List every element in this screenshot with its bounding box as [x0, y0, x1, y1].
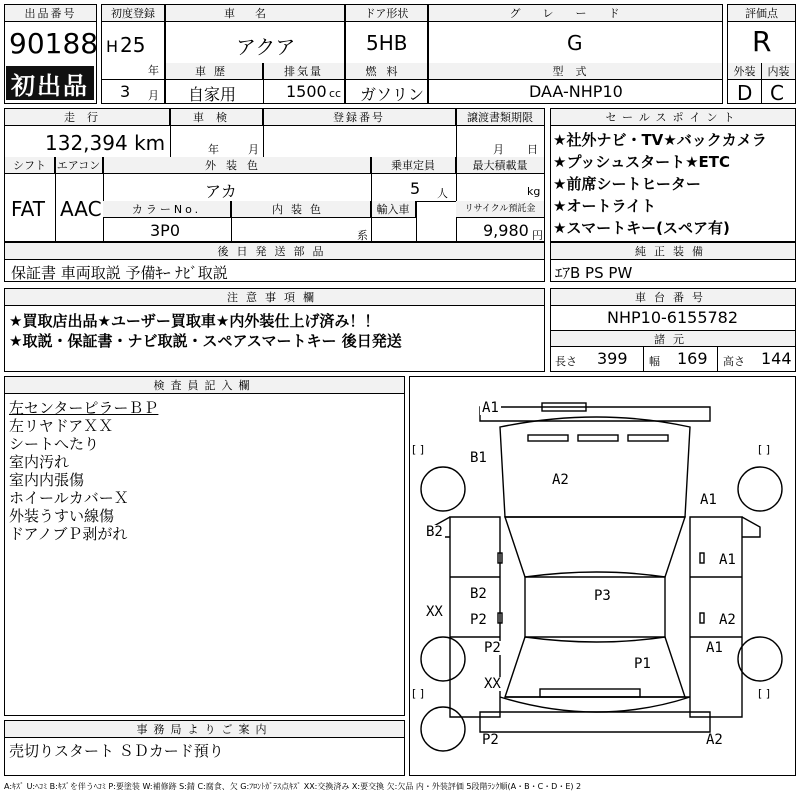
- max-load-unit: kg: [527, 185, 541, 198]
- equipment-box: [550, 242, 796, 282]
- sales-points-label: セールスポイント: [551, 109, 795, 126]
- width-label: 幅: [649, 355, 660, 368]
- equipment-value: ｴｱB PS PW: [555, 264, 633, 282]
- fuel: ガソリン: [360, 85, 425, 104]
- bracket-mark: [ ]: [412, 687, 425, 700]
- exterior-score-label: 外装: [728, 63, 761, 80]
- transfer-label: 譲渡書類期限: [456, 109, 544, 126]
- max-load-label: 最大積載量: [456, 157, 544, 174]
- inspector-line: 左センターピラーＢＰ: [9, 399, 159, 417]
- notes-line: ★買取店出品★ユーザー買取車★内外装仕上げ済み！！: [9, 312, 380, 330]
- import-label: 輸入車: [371, 201, 416, 218]
- recycle-label: リサイクル預託金: [456, 201, 544, 218]
- grade-box: [428, 4, 723, 104]
- interior-score: C: [770, 81, 784, 105]
- shift-label: シフト: [5, 157, 55, 174]
- score-box: [727, 4, 796, 104]
- transfer-month-unit: 月: [493, 143, 504, 156]
- inspector-line: 室内内張傷: [9, 471, 85, 489]
- first-registration-box: [101, 4, 165, 104]
- chassis-box: [550, 288, 796, 372]
- height: 144: [761, 349, 792, 368]
- inspector-label: 検査員記入欄: [5, 377, 404, 394]
- shift: FAT: [11, 197, 46, 221]
- car-diagram-box: [409, 376, 796, 776]
- grille-left: [528, 435, 568, 441]
- transfer-day-unit: 日: [527, 143, 538, 156]
- color-no-label: カラーNo.: [103, 201, 231, 218]
- inspector-box: [4, 376, 405, 716]
- mileage: 132,394 km: [45, 131, 166, 155]
- sales-points-box: [550, 108, 796, 242]
- ac: AAC: [60, 197, 102, 221]
- history: 自家用: [188, 85, 237, 104]
- hood-outline: [500, 417, 690, 517]
- door-box: [345, 4, 428, 104]
- first-listing-text: 初出品: [11, 71, 89, 100]
- mark-rear-a2: A2: [706, 732, 723, 748]
- front-left-wheel: [421, 467, 465, 511]
- later-parts-box: [4, 242, 545, 282]
- color-no: 3P0: [150, 221, 181, 240]
- office-value: 売切りスタート ＳＤカード預り: [9, 742, 224, 760]
- grille-center: [578, 435, 618, 441]
- mark-left-rear-door-xx: XX: [426, 604, 443, 620]
- car-name: アクア: [236, 35, 296, 59]
- mileage-label: 走行: [5, 109, 170, 126]
- inspector-line: 室内汚れ: [9, 453, 70, 471]
- lot-number-label: 出品番号: [5, 5, 96, 22]
- reg-year: 25: [120, 33, 146, 57]
- int-color-label: 内装色: [231, 201, 371, 218]
- rear-plate-outline: [540, 689, 640, 697]
- mark-left-pillar-b2: B2: [426, 524, 443, 540]
- height-label: 高さ: [723, 355, 745, 368]
- grille-right: [628, 435, 668, 441]
- inspector-line: 外装うすい線傷: [9, 507, 115, 525]
- bracket-mark: [ ]: [758, 687, 771, 700]
- mark-right-fender-a1: A1: [700, 492, 717, 508]
- grade-label: グレード: [429, 5, 722, 22]
- mark-trunk-p1: P1: [634, 656, 651, 672]
- chassis-number: NHP10-6155782: [607, 308, 739, 327]
- mark-left-quarter-p2: P2: [484, 640, 501, 656]
- lot-number: 90188: [9, 27, 99, 60]
- ext-color-label: 外装色: [103, 157, 371, 174]
- right-mirror: [742, 517, 760, 537]
- right-door-handle: [700, 553, 704, 563]
- score-label: 評価点: [728, 5, 795, 22]
- capacity: 5: [410, 179, 421, 198]
- notes-line: ★取説・保証書・ナビ取説・スペアスマートキー 後日発送: [9, 332, 402, 350]
- mark-right-quarter-a1: A1: [706, 640, 723, 656]
- mark-hood-a2: A2: [552, 472, 569, 488]
- door-label: ドア形状: [346, 5, 427, 22]
- model-label: 型式: [429, 63, 722, 80]
- mark-left-wheel-xx: XX: [484, 676, 501, 692]
- capacity-label: 乗車定員: [371, 157, 456, 174]
- sales-point-item: ★プッシュスタート★ETC: [553, 153, 731, 171]
- reg-number-label: 登録番号: [263, 109, 456, 126]
- inspector-line: ドアノブＰ剥がれ: [9, 525, 128, 543]
- reg-month: 3: [120, 82, 131, 101]
- car-name-box: [165, 4, 345, 104]
- era: H: [106, 37, 119, 56]
- mark-left-fender-b1: B1: [470, 450, 487, 466]
- later-parts-label: 後日発送部品: [5, 243, 544, 260]
- recycle-unit: 円: [532, 229, 543, 242]
- recycle-amount: 9,980: [483, 221, 529, 240]
- first-listing-badge: [6, 66, 94, 100]
- mark-right-rear-door-a2: A2: [719, 612, 736, 628]
- fuel-label: 燃料: [346, 63, 427, 80]
- front-bumper-outline: [480, 407, 710, 421]
- sales-point-item: ★スマートキー(スペア有): [553, 219, 730, 237]
- inspector-line: ホイールカバーＸ: [9, 489, 129, 507]
- model: DAA-NHP10: [529, 82, 623, 101]
- inspection-label: 車検: [170, 109, 263, 126]
- overall-score: R: [752, 25, 772, 58]
- rear-right-wheel: [738, 637, 782, 681]
- sales-point-item: ★オートライト: [553, 197, 656, 215]
- legend: A:ｷｽﾞ U:ﾍｺﾐ B:ｷｽﾞを伴うﾍｺﾐ P:要塗装 W:補修跡 S:錆 C:腐食、欠 G:ﾌﾛﾝﾄｶﾞﾗｽ点ｷｽﾞ XX:交換済み X:要交換 欠:欠品 内・外装評価 5段階ﾗﾝｸ順(A・B・C・D・E) 2: [4, 782, 582, 791]
- notes-label: 注意事項欄: [5, 289, 544, 306]
- exterior-score: D: [737, 81, 753, 105]
- width: 169: [677, 349, 708, 368]
- length-label: 長さ: [555, 355, 577, 368]
- mark-roof-p3: P3: [594, 588, 611, 604]
- mark-left-rear-door-b2: B2: [470, 586, 487, 602]
- later-parts-value: 保証書 車両取説 予備ｷｰ ﾅﾋﾞ取説: [11, 264, 228, 282]
- month-unit: 月: [148, 89, 159, 102]
- int-color-unit: 系: [357, 229, 368, 242]
- inspector-line: シートへたり: [9, 435, 100, 453]
- windshield-outline: [505, 517, 685, 577]
- mark-front-a1: A1: [482, 400, 499, 416]
- sales-point-item: ★前席シートヒーター: [553, 175, 701, 193]
- first-reg-label: 初度登録: [102, 5, 164, 22]
- roof-outline: [525, 572, 665, 642]
- chassis-label: 車台番号: [551, 289, 795, 306]
- sales-point-item: ★社外ナビ・TV★バックカメラ: [553, 131, 767, 149]
- spare-wheel: [421, 707, 465, 751]
- car-name-label: 車名: [166, 5, 344, 22]
- mark-rear-p2: P2: [482, 732, 499, 748]
- mark-left-rear-door-p2: P2: [470, 612, 487, 628]
- office-label: 事務局よりご案内: [5, 721, 404, 738]
- dims-label: 諸元: [551, 330, 795, 347]
- displacement: 1500: [286, 82, 327, 101]
- rear-left-wheel: [421, 637, 465, 681]
- mark-right-door-a1: A1: [719, 552, 736, 568]
- displacement-label: 排気量: [263, 63, 344, 80]
- inspection-month-unit: 月: [248, 143, 259, 156]
- inspector-line: 左リヤドアＸＸ: [9, 417, 114, 435]
- notes-box: [4, 288, 545, 372]
- history-label: 車歴: [166, 63, 263, 80]
- rear-bumper-outline: [480, 712, 710, 732]
- ac-label: エアコン: [55, 157, 103, 174]
- grade: G: [567, 31, 583, 55]
- capacity-unit: 人: [437, 187, 448, 200]
- bracket-mark: [ ]: [758, 443, 771, 456]
- front-right-wheel: [738, 467, 782, 511]
- details-box: [4, 108, 545, 242]
- inspection-year-unit: 年: [208, 143, 219, 156]
- rear-glass-outline: [505, 637, 685, 697]
- interior-score-label: 内装: [762, 63, 795, 80]
- bracket-mark: [ ]: [412, 443, 425, 456]
- displacement-unit: cc: [329, 87, 342, 100]
- equipment-label: 純正装備: [551, 243, 795, 260]
- ext-color: アカ: [205, 182, 237, 201]
- office-box: [4, 720, 405, 776]
- length: 399: [597, 349, 628, 368]
- year-unit: 年: [148, 64, 159, 77]
- door-type: 5HB: [366, 31, 408, 55]
- car-diagram: [410, 377, 795, 775]
- trunk-outline: [500, 697, 690, 712]
